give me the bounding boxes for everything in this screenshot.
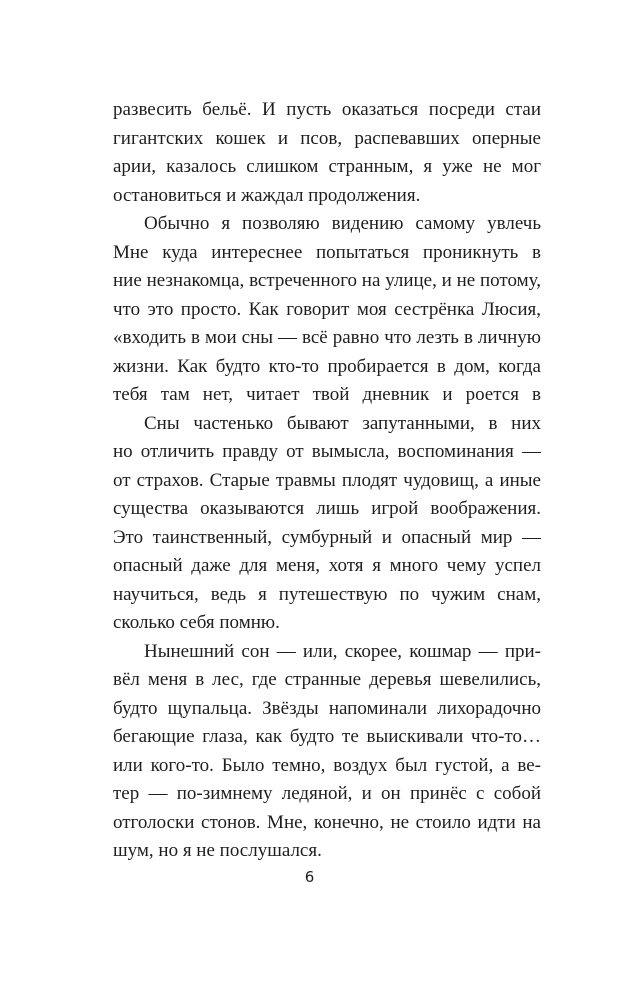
text-line: от страхов. Старые травмы плодят чудовищ, а иные (113, 469, 541, 491)
paragraph (113, 638, 541, 866)
page-number: 6 (304, 868, 315, 886)
text-line: бегающие глаза, как будто те выискивали что-то… (113, 726, 541, 747)
text-line: остановиться и жаждал продолжения. (113, 184, 421, 206)
text-line: Мне куда интереснее попытаться проникнуть в (113, 241, 541, 263)
text-line: существа оказываются лишь игрой воображения. (113, 498, 541, 519)
paragraph (113, 210, 541, 410)
text-line: шум, но я не послушался. (113, 840, 322, 861)
text-line: гигантских кошек и псов, распевавших оперные (113, 127, 541, 149)
text-line: или кого-то. Было темно, воздух был густой, а ве- (113, 754, 541, 776)
text-line: научиться, ведь я путешествую по чужим снам, (113, 583, 541, 605)
text-line: тебя там нет, читает твой дневник и роется в (113, 384, 541, 405)
text-line: развесить бельё. И пусть оказаться посреди стаи (113, 99, 541, 120)
text-line: отголоски стонов. Мне, конечно, не стоило идти на (113, 811, 541, 833)
text-line: Сны частенько бывают запутанными, в них (144, 412, 541, 434)
text-line: опасный даже для меня, хотя я много чему успел (113, 555, 541, 576)
text-line: Обычно я позволяю видению самому увлечь (144, 213, 541, 234)
text-line: Это таинственный, сумбурный и опасный мир — (113, 526, 541, 548)
text-line: ние незнакомца, встреченного на улице, и не потому, (113, 270, 541, 291)
paragraph (113, 96, 541, 210)
text-line: сколько себя помню. (113, 612, 280, 633)
text-line: будто щупальца. Звёзды напоминали лихорадочно (113, 697, 541, 719)
text-line: Нынешний сон — или, скорее, кошмар — при- (144, 640, 541, 662)
text-line: жизни. Как будто кто-то пробирается в дом, когда (113, 355, 541, 377)
text-line: вёл меня в лес, где странные деревья шевелились, (113, 669, 541, 690)
text-line: но отличить правду от вымысла, воспоминания — (113, 441, 541, 462)
text-line: тер — по-зимнему ледяной, и он принёс с собой (113, 783, 541, 804)
text-line: арии, казалось слишком странным, я уже не мог (113, 156, 541, 177)
paragraph (113, 410, 541, 638)
page-body-text (113, 96, 541, 866)
text-line: «входить в мои сны — всё равно что лезть в личную (113, 327, 541, 348)
text-line: что это просто. Как говорит моя сестрёнка Люсия, (113, 298, 541, 320)
